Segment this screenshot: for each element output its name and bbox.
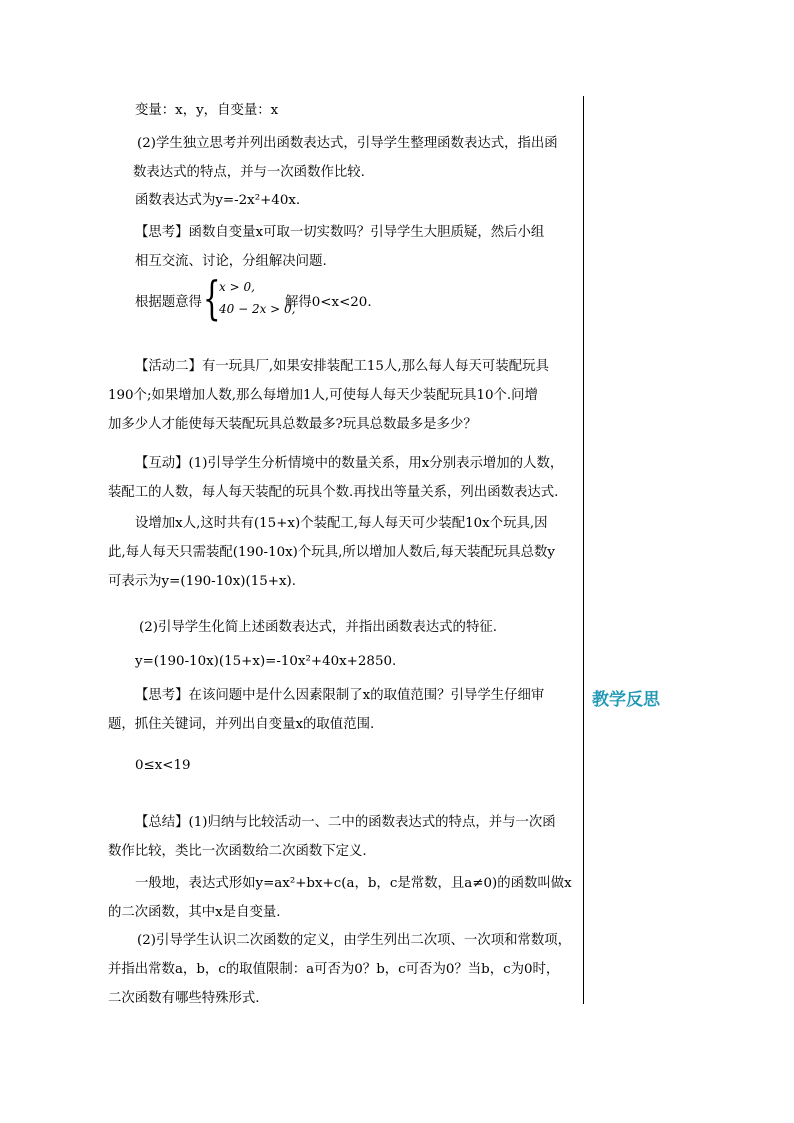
text-line: 190个;如果增加人数,那么每增加1人,可使每人每天少装配玩具10个.问增 <box>108 388 538 403</box>
text-line: 相互交流、讨论，分组解决问题. <box>135 254 327 269</box>
paragraph-variables <box>135 96 581 125</box>
text-line: 变量：x，y，自变量：x <box>135 103 279 118</box>
text-line: 并指出常数a，b，c的取值限制：a可否为0？b，c可否为0？当b，c为0时， <box>108 962 560 977</box>
paragraph-activity2 <box>108 352 581 439</box>
system-lead: 根据题意得 <box>135 295 202 310</box>
system-solution: 解得0<x<20. <box>285 295 372 310</box>
system-line-2: 40 − 2x > 0, <box>219 302 296 316</box>
text-line: 可表示为y=(190-10x)(15+x). <box>108 574 296 589</box>
text-line: 的二次函数，其中x是自变量. <box>108 905 281 920</box>
text-line: (2)学生独立思考并列出函数表达式，引导学生整理函数表达式，指出函 <box>137 136 558 151</box>
side-label-teaching-reflection: 教学反思 <box>592 690 660 710</box>
paragraph-step2 <box>135 129 581 187</box>
text-line: 【思考】函数自变量x可取一切实数吗？引导学生大胆质疑，然后小组 <box>135 225 545 240</box>
inequality-system <box>135 271 581 326</box>
text-line: 题，抓住关键词，并列出自变量x的取值范围. <box>108 717 375 732</box>
text-line: 此,每人每天只需装配(190-10x)个玩具,所以增加人数后,每天装配玩具总数y <box>108 545 556 560</box>
text-line: 【总结】(1)归纳与比较活动一、二中的函数表达式的特点，并与一次函 <box>135 815 556 830</box>
text-line: (2)引导学生认识二次函数的定义，由学生列出二次项、一次项和常数项， <box>137 933 572 948</box>
text-line: 设增加x人,这时共有(15+x)个装配工,每人每天可少装配10x个玩具,因 <box>135 516 548 531</box>
paragraph-setup <box>108 509 581 596</box>
text-line: 数作比较，类比一次函数给二次函数下定义. <box>108 844 367 859</box>
paragraph-definition <box>108 869 581 927</box>
paragraph-recognize <box>108 926 581 1013</box>
text-line: 函数表达式为y=-2x²+40x. <box>135 193 301 208</box>
text-line: (2)引导学生化简上述函数表达式，并指出函数表达式的特征. <box>139 620 497 635</box>
text-line: 0≤x<19 <box>135 758 191 773</box>
text-line: 加多少人才能使每天装配玩具总数最多?玩具总数最多是多少？ <box>108 417 477 432</box>
system-line-1: x > 0, <box>219 280 255 294</box>
text-line: 数表达式的特点，并与一次函数作比较. <box>133 165 365 180</box>
text-line: 【互动】(1)引导学生分析情境中的数量关系，用x分别表示增加的人数， <box>135 456 564 471</box>
text-line: 【思考】在该问题中是什么因素限制了x的取值范围？引导学生仔细审 <box>135 688 545 703</box>
text-line: 二次函数有哪些特殊形式. <box>108 991 260 1006</box>
paragraph-summary <box>108 808 581 866</box>
paragraph-simplified-expression <box>135 647 581 676</box>
text-line: y=(190-10x)(15+x)=-10x²+40x+2850. <box>135 654 397 669</box>
paragraph-interaction <box>108 449 581 507</box>
paragraph-range <box>135 751 581 780</box>
paragraph-think2 <box>108 681 581 739</box>
text-line: 装配工的人数，每人每天装配的玩具个数.再找出等量关系，列出函数表达式. <box>108 485 559 500</box>
text-line: 一般地，表达式形如y=ax²+bx+c(a，b，c是常数，且a≠0)的函数叫做x <box>135 876 572 891</box>
text-line: 【活动二】有一玩具厂,如果安排装配工15人,那么每人每天可装配玩具 <box>135 359 549 374</box>
column-divider <box>583 96 584 1004</box>
paragraph-simplify <box>135 613 581 642</box>
paragraph-expression <box>135 186 581 215</box>
paragraph-think1 <box>135 218 581 276</box>
brace-symbol: { <box>203 271 221 325</box>
